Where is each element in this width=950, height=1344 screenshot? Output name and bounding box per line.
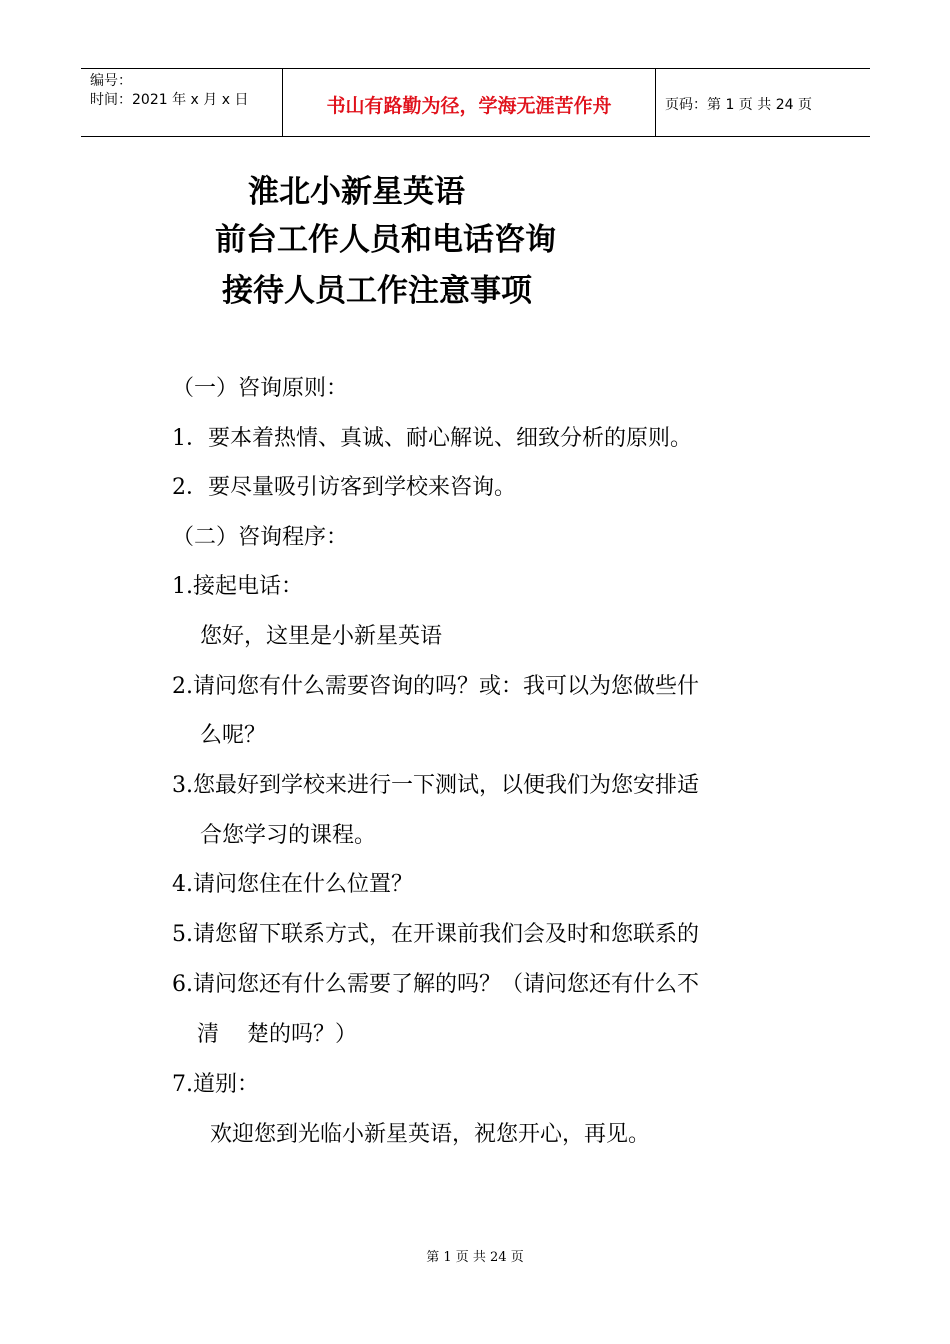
principle-1: 1．要本着热情、真诚、耐心解说、细致分析的原则。 bbox=[172, 426, 692, 451]
step-7: 7.道别： bbox=[172, 1072, 259, 1097]
title-line-1: 淮北小新星英语 bbox=[248, 174, 465, 210]
date-label: 时间：2021 年 x 月 x 日 bbox=[90, 92, 249, 108]
header-page-cell bbox=[656, 69, 870, 136]
step-2-continued: 么呢？ bbox=[200, 723, 267, 748]
section-2-heading: （二）咨询程序： bbox=[172, 525, 349, 550]
title-line-3: 接待人员工作注意事项 bbox=[222, 273, 532, 309]
page-footer: 第 1 页 共 24 页 bbox=[426, 1250, 524, 1265]
principle-2: 2．要尽量吸引访客到学校来咨询。 bbox=[172, 475, 516, 500]
step-3-continued: 合您学习的课程。 bbox=[200, 823, 377, 848]
motto: 书山有路勤为径，学海无涯苦作舟 bbox=[326, 95, 612, 117]
step-1-detail: 您好，这里是小新星英语 bbox=[200, 624, 443, 649]
number-label: 编号： bbox=[90, 73, 132, 89]
step-3: 3.您最好到学校来进行一下测试，以便我们为您安排适 bbox=[172, 773, 699, 798]
header-motto-cell bbox=[283, 69, 656, 136]
step-7-detail: 欢迎您到光临小新星英语，祝您开心，再见。 bbox=[210, 1122, 651, 1147]
section-1-heading: （一）咨询原则： bbox=[172, 376, 349, 401]
header-meta-cell bbox=[81, 69, 283, 136]
page-info: 页码：第 1 页 共 24 页 bbox=[665, 97, 812, 113]
header-table bbox=[81, 68, 870, 137]
step-4: 4.请问您住在什么位置？ bbox=[172, 872, 413, 897]
step-1: 1.接起电话： bbox=[172, 574, 303, 599]
step-6: 6.请问您还有什么需要了解的吗？（请问您还有什么不 bbox=[172, 972, 699, 997]
step-5: 5.请您留下联系方式，在开课前我们会及时和您联系的 bbox=[172, 922, 699, 947]
step-2: 2.请问您有什么需要咨询的吗？或：我可以为您做些什 bbox=[172, 674, 699, 699]
title-line-2: 前台工作人员和电话咨询 bbox=[215, 222, 556, 258]
step-6-continued: 清 楚的吗？） bbox=[197, 1022, 357, 1047]
